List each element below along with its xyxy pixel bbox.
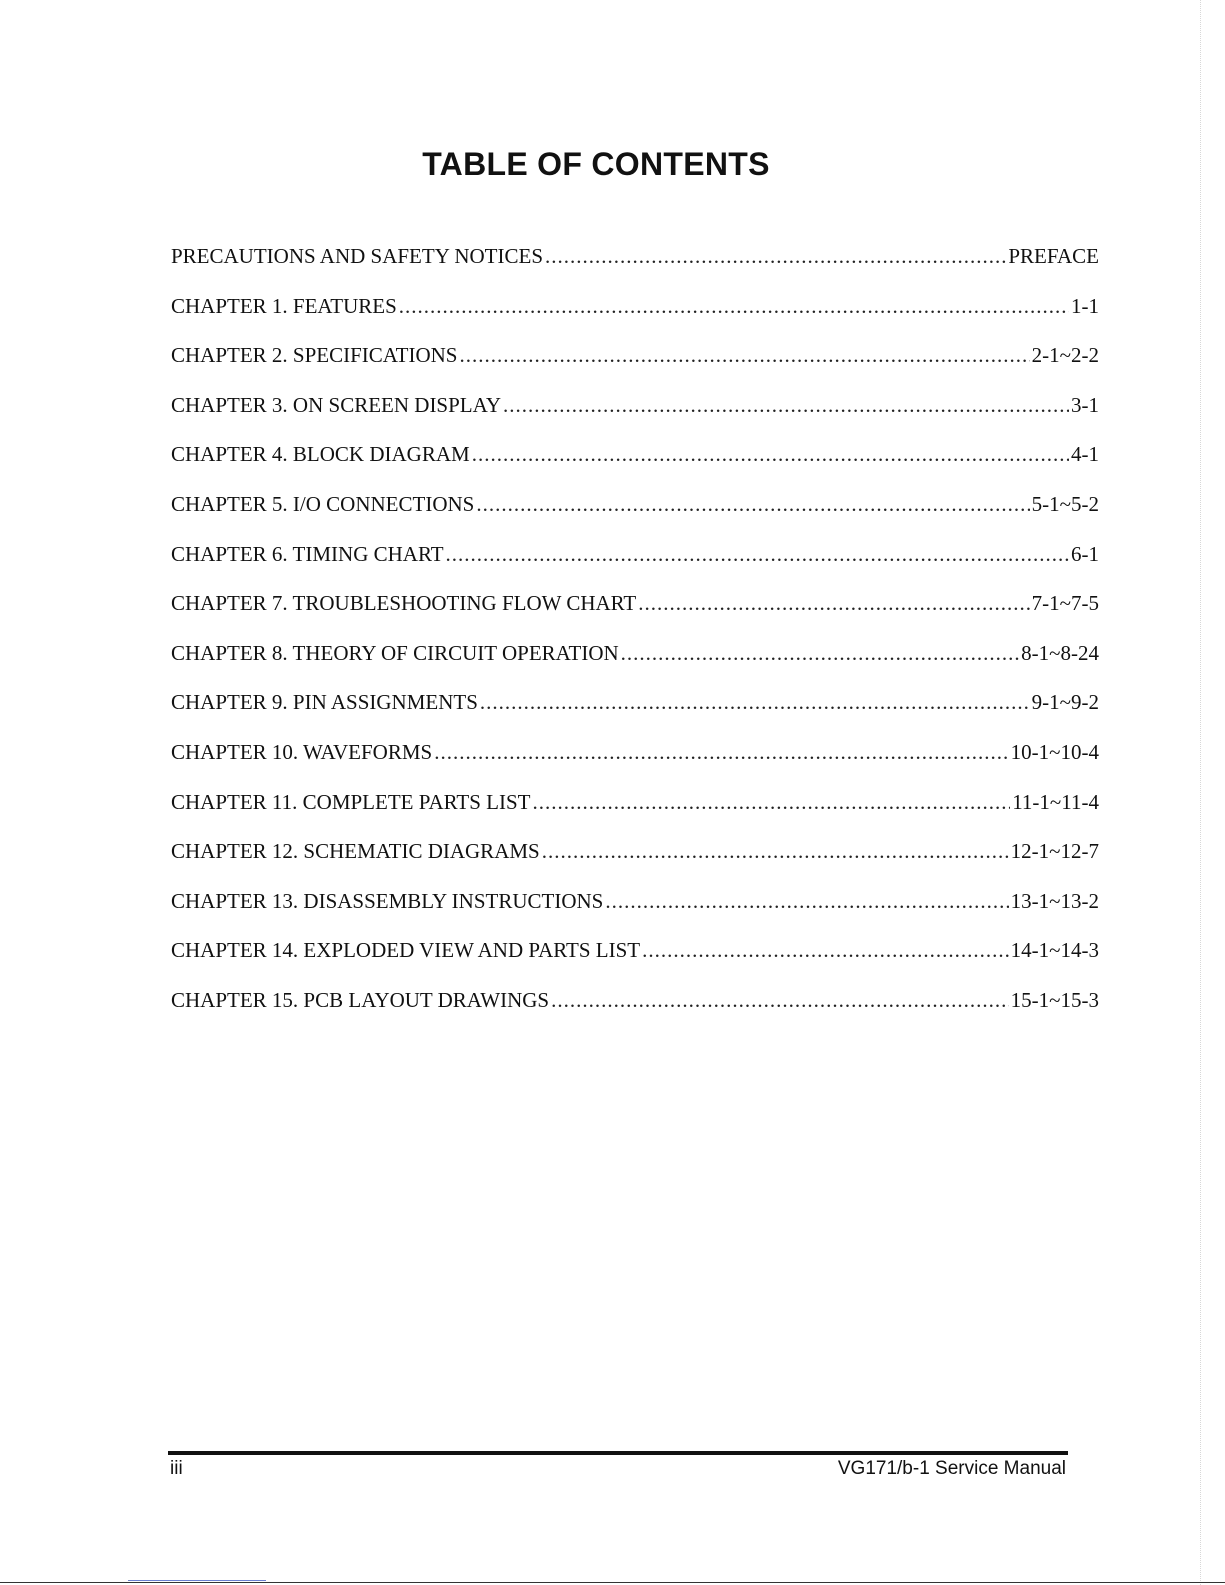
dot-leader bbox=[532, 790, 1010, 815]
toc-entry-page: 10-1~10-4 bbox=[1010, 739, 1099, 764]
toc-entry-label: CHAPTER 1. FEATURES bbox=[171, 293, 397, 318]
toc-entry-label: CHAPTER 3. ON SCREEN DISPLAY bbox=[171, 392, 502, 417]
toc-entry-chapter-9 bbox=[171, 690, 1099, 740]
toc-entry-page: 3-1 bbox=[1071, 392, 1099, 417]
toc-entry-chapter-12 bbox=[171, 839, 1099, 889]
dot-leader bbox=[642, 938, 1009, 963]
toc-entry-label: CHAPTER 11. COMPLETE PARTS LIST bbox=[171, 789, 531, 814]
toc-entry-page: PREFACE bbox=[1008, 244, 1099, 268]
toc-entry-page: 5-1~5-2 bbox=[1031, 491, 1099, 516]
dot-leader bbox=[503, 393, 1069, 418]
toc-entry-chapter-3 bbox=[171, 393, 1099, 443]
scan-bottom-edge bbox=[0, 1582, 1225, 1583]
dot-leader bbox=[399, 294, 1069, 319]
toc-entry-label: CHAPTER 6. TIMING CHART bbox=[171, 541, 444, 566]
toc-entry-page: 15-1~15-3 bbox=[1010, 987, 1099, 1012]
toc-entry-page: 4-1 bbox=[1071, 442, 1099, 467]
page-title: TABLE OF CONTENTS bbox=[422, 146, 770, 182]
toc-entry-label: CHAPTER 4. BLOCK DIAGRAM bbox=[171, 442, 470, 467]
scan-edge-mark bbox=[1199, 0, 1201, 1585]
toc-entry-chapter-2 bbox=[171, 343, 1099, 393]
dot-leader bbox=[480, 690, 1030, 715]
toc-entry-chapter-10 bbox=[171, 740, 1099, 790]
dot-leader bbox=[434, 740, 1008, 765]
toc-entry-label: CHAPTER 10. WAVEFORMS bbox=[171, 739, 433, 764]
toc-entry-page: 11-1~11-4 bbox=[1012, 789, 1099, 814]
toc-entry-chapter-1 bbox=[171, 294, 1099, 344]
toc-entry-chapter-13 bbox=[171, 889, 1099, 939]
toc-entry-label: CHAPTER 5. I/O CONNECTIONS bbox=[171, 491, 475, 516]
footer-divider bbox=[168, 1451, 1068, 1455]
toc-entry-page: 6-1 bbox=[1071, 541, 1099, 566]
toc-entry-page: 9-1~9-2 bbox=[1031, 690, 1099, 715]
toc-entry-page: 2-1~2-2 bbox=[1031, 343, 1099, 368]
footer-manual-name: VG171/b-1 Service Manual bbox=[837, 1458, 1066, 1479]
toc-entry-label: CHAPTER 13. DISASSEMBLY INSTRUCTIONS bbox=[171, 888, 604, 913]
toc-entry-page: 13-1~13-2 bbox=[1010, 888, 1099, 913]
toc-entry-chapter-4 bbox=[171, 442, 1099, 492]
toc-entry-label: CHAPTER 14. EXPLODED VIEW AND PARTS LIST bbox=[171, 938, 641, 963]
toc-entry-label: CHAPTER 12. SCHEMATIC DIAGRAMS bbox=[171, 839, 540, 864]
dot-leader bbox=[542, 839, 1009, 864]
dot-leader bbox=[605, 889, 1008, 914]
toc-entry-chapter-6 bbox=[171, 542, 1099, 592]
toc-entry-chapter-8 bbox=[171, 641, 1099, 691]
dot-leader bbox=[621, 641, 1019, 666]
toc-entry-precautions bbox=[171, 244, 1099, 294]
toc-entry-chapter-14 bbox=[171, 938, 1099, 988]
toc-entry-page: 7-1~7-5 bbox=[1031, 591, 1099, 616]
dot-leader bbox=[545, 244, 1006, 269]
toc-entry-page: 1-1 bbox=[1071, 293, 1099, 318]
footer-page-number: iii bbox=[170, 1458, 183, 1479]
toc-entry-label: PRECAUTIONS AND SAFETY NOTICES bbox=[171, 244, 544, 268]
table-of-contents bbox=[171, 244, 1099, 1038]
dot-leader bbox=[446, 542, 1069, 567]
dot-leader bbox=[551, 988, 1009, 1013]
toc-entry-chapter-7 bbox=[171, 591, 1099, 641]
dot-leader bbox=[459, 343, 1029, 368]
toc-entry-label: CHAPTER 9. PIN ASSIGNMENTS bbox=[171, 690, 478, 715]
toc-entry-chapter-11 bbox=[171, 790, 1099, 840]
toc-entry-page: 14-1~14-3 bbox=[1010, 938, 1099, 963]
toc-entry-label: CHAPTER 15. PCB LAYOUT DRAWINGS bbox=[171, 987, 550, 1012]
dot-leader bbox=[472, 442, 1069, 467]
toc-entry-page: 12-1~12-7 bbox=[1010, 839, 1099, 864]
toc-entry-label: CHAPTER 8. THEORY OF CIRCUIT OPERATION bbox=[171, 640, 619, 665]
dot-leader bbox=[638, 591, 1029, 616]
toc-entry-label: CHAPTER 7. TROUBLESHOOTING FLOW CHART bbox=[171, 591, 637, 616]
dot-leader bbox=[476, 492, 1029, 517]
toc-entry-chapter-15 bbox=[171, 988, 1099, 1038]
toc-entry-chapter-5 bbox=[171, 492, 1099, 542]
toc-entry-page: 8-1~8-24 bbox=[1021, 640, 1099, 665]
toc-entry-label: CHAPTER 2. SPECIFICATIONS bbox=[171, 343, 458, 368]
scan-link-underline bbox=[128, 1580, 266, 1581]
